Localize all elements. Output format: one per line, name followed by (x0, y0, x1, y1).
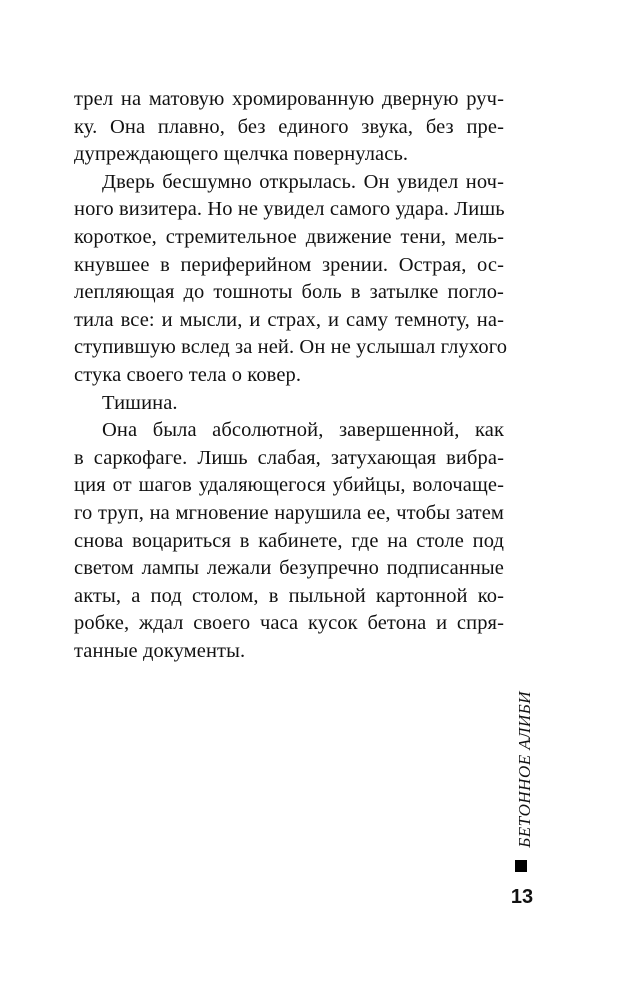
text-line: робке, ждал своего часа кусок бетона и спря- (74, 612, 504, 635)
text-line: ку. Она плавно, без единого звука, без пре- (74, 115, 504, 138)
text-line: Она была абсолютной, завершенной, как (102, 419, 504, 442)
text-line: Тишина. (102, 391, 178, 414)
body-text (74, 86, 508, 665)
text-line: ция от шагов удаляющегося убийцы, волочаще- (74, 474, 504, 497)
page-number: 13 (510, 886, 534, 908)
text-line: тила все: и мысли, и страх, и саму темноту, на- (74, 308, 504, 331)
text-line: Дверь бесшумно открылась. Он увидел ноч- (102, 170, 504, 193)
text-line: снова воцариться в кабинете, где на столе под (74, 529, 504, 552)
running-title-text: БЕТОННОЕ АЛИБИ (515, 690, 534, 848)
text-line: короткое, стремительное движение тени, мель- (74, 225, 504, 248)
text-line: кнувшее в периферийном зрении. Острая, ос- (74, 253, 504, 276)
text-line: дупреждающего щелчка повернулась. (74, 143, 409, 166)
running-title (510, 684, 540, 854)
text-line: светом лампы лежали безупречно подписанные (74, 557, 504, 580)
text-line: в саркофаге. Лишь слабая, затухающая вибра- (74, 446, 504, 469)
text-line: ного визитера. Но не увидел самого удара. Лишь (74, 198, 505, 221)
text-line: лепляющая до тошноты боль в затылке погло- (74, 281, 504, 304)
text-line: трел на матовую хромированную дверную руч- (74, 88, 504, 110)
text-line: ступившую вслед за ней. Он не услышал глухого (74, 336, 508, 359)
text-line: стука своего тела о ковер. (74, 363, 302, 386)
square-marker-icon (515, 860, 527, 872)
text-line: го труп, на мгновение нарушила ее, чтобы затем (74, 501, 504, 524)
text-line: акты, а под столом, в пыльной картонной ко- (74, 584, 504, 607)
text-line: танные документы. (74, 639, 246, 662)
